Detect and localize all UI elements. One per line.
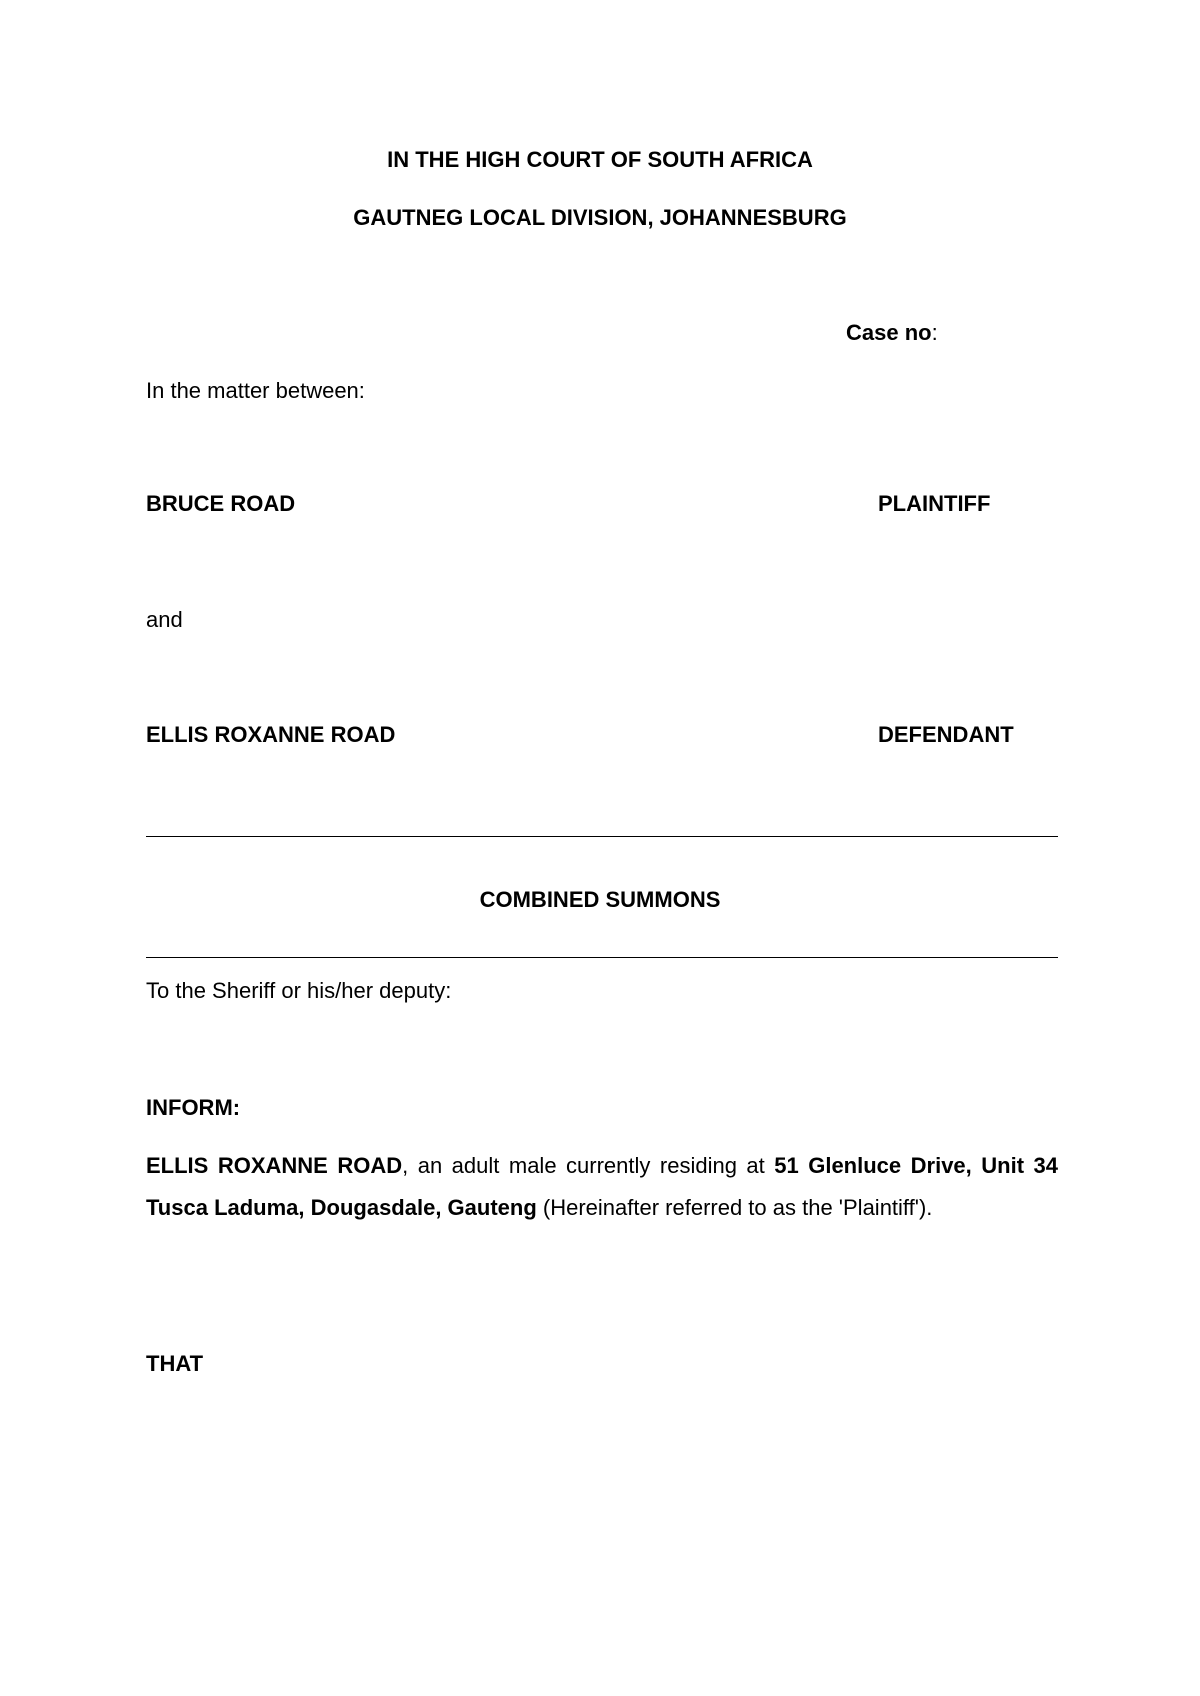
inform-paragraph [146,1145,1058,1229]
that-heading: THAT [146,1351,204,1376]
title-bottom-rule [146,957,1058,958]
matter-intro: In the matter between: [146,378,365,403]
inform-party-name: ELLIS ROXANNE ROAD [146,1153,403,1178]
defendant-role: DEFENDANT [878,722,1014,747]
case-number-colon: : [931,320,938,345]
case-number-label [846,320,938,346]
court-heading: IN THE HIGH COURT OF SOUTH AFRICA [387,147,813,172]
plaintiff-name: BRUCE ROAD [146,491,296,516]
title-top-rule [146,836,1058,837]
inform-heading: INFORM: [146,1095,241,1120]
plaintiff-role: PLAINTIFF [878,491,991,516]
division-heading: GAUTNEG LOCAL DIVISION, JOHANNESBURG [353,205,847,230]
case-number-label-text: Case no [846,320,932,345]
document-title: COMBINED SUMMONS [479,887,721,912]
inform-address: 51 Glenluce Drive, Unit 34 Tusca Laduma, Dougasdale, Gauteng [146,1153,1058,1220]
addressee-line: To the Sheriff or his/her deputy: [146,978,452,1003]
defendant-name: ELLIS ROXANNE ROAD [146,722,396,747]
conjunction-text: and [146,607,183,632]
inform-text-1: , an adult male currently residing at [402,1153,775,1178]
inform-text-2: (Hereinafter referred to as the 'Plaintiff'). [536,1195,933,1220]
